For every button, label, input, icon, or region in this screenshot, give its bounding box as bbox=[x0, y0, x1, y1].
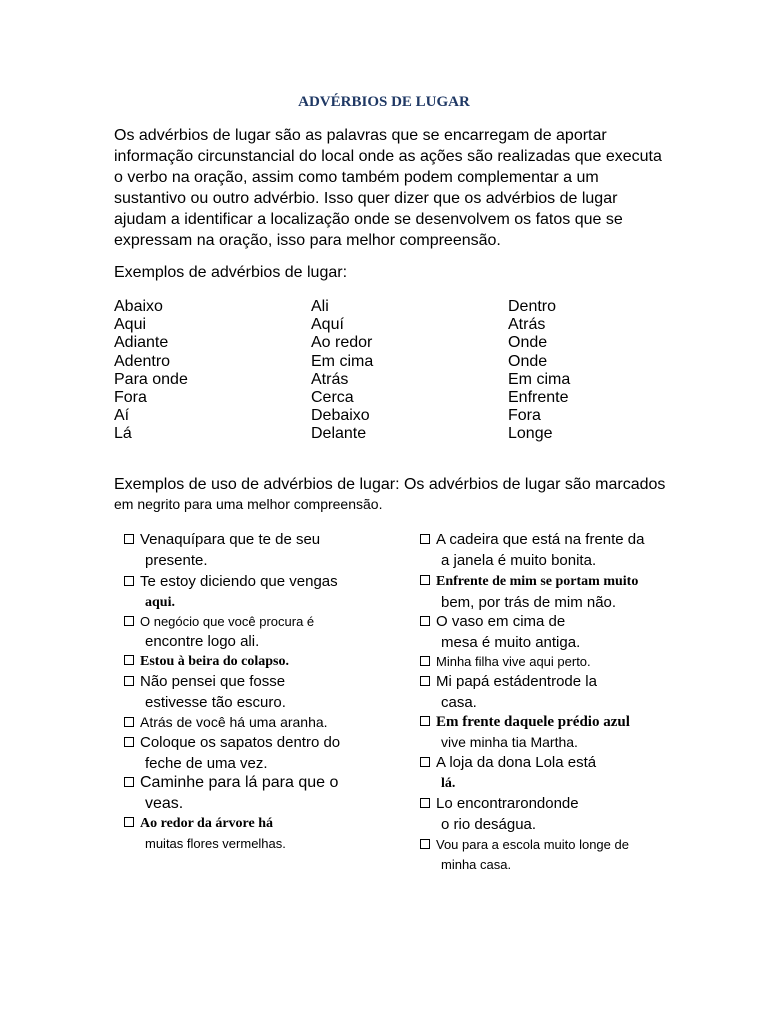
bullet-box-icon bbox=[124, 717, 134, 727]
intro-paragraph: Os advérbios de lugar são as palavras que se encarregam de aportar informação circunstancial do local onde as ações são realizadas que executa o verbo na oração, assim como também podem complementar a um sustantivo ou outro advérbio. Isso quer dizer que os advérbios de lugar ajudam a identificar a localização onde se desenvolvem os fatos que se expressam na oração, isso para melhor compreensão. bbox=[114, 127, 662, 249]
example-item: Atrás de você há uma aranha. bbox=[124, 712, 328, 732]
adverb-item: Aí bbox=[114, 407, 130, 425]
adverb-item: Aqui bbox=[114, 316, 147, 334]
bullet-box-icon bbox=[124, 616, 134, 626]
adverb-item: Atrás bbox=[508, 316, 546, 334]
adverb-item: Abaixo bbox=[114, 298, 163, 315]
bullet-box-icon bbox=[420, 656, 430, 666]
bullet-box-icon bbox=[124, 817, 134, 827]
bullet-box-icon bbox=[124, 655, 134, 665]
example-item: Minha filha vive aqui perto. bbox=[420, 652, 591, 672]
adverb-item: Enfrente bbox=[508, 389, 569, 407]
adverb-item: Para onde bbox=[114, 370, 188, 388]
bullet-box-icon bbox=[420, 534, 430, 544]
usage-label-line-2: em negrito para uma melhor compreensão. bbox=[114, 496, 383, 512]
bullet-box-icon bbox=[124, 676, 134, 686]
bullet-box-icon bbox=[420, 716, 430, 726]
bullet-box-icon bbox=[124, 777, 134, 787]
example-item: Não pensei que fosse estivesse tão escuro. bbox=[124, 671, 286, 713]
example-item: Coloque os sapatos dentro do feche de uma vez. bbox=[124, 732, 340, 774]
adverb-item: Fora bbox=[114, 389, 147, 407]
example-item: O negócio que você procura é encontre logo ali. bbox=[124, 612, 314, 652]
bullet-box-icon bbox=[420, 757, 430, 767]
bullet-box-icon bbox=[124, 576, 134, 586]
adverb-item: Em cima bbox=[311, 352, 374, 370]
bullet-box-icon bbox=[420, 798, 430, 808]
bullet-box-icon bbox=[420, 676, 430, 686]
adverb-item: Atrás bbox=[311, 370, 349, 388]
adverb-column-2 bbox=[311, 298, 373, 444]
adverb-item: Onde bbox=[508, 352, 548, 370]
adverb-item: Adentro bbox=[114, 352, 171, 370]
example-item: Mi papá estádentrode la casa. bbox=[420, 671, 597, 713]
example-item: Te estoy diciendo que vengas aqui. bbox=[124, 571, 338, 613]
adverb-item: Cerca bbox=[311, 389, 354, 407]
bullet-box-icon bbox=[420, 616, 430, 626]
usage-examples-label bbox=[114, 475, 684, 514]
adverb-column-1 bbox=[114, 298, 188, 444]
bullet-box-icon bbox=[420, 575, 430, 585]
adverb-item: Aquí bbox=[311, 316, 344, 334]
adverb-item: Lá bbox=[114, 425, 132, 443]
adverb-column-3 bbox=[508, 298, 570, 444]
adverb-item: Ali bbox=[311, 298, 329, 315]
bullet-box-icon bbox=[420, 839, 430, 849]
examples-label: Exemplos de advérbios de lugar: bbox=[114, 264, 348, 281]
page-title: ADVÉRBIOS DE LUGAR bbox=[298, 94, 470, 110]
adverb-item: Longe bbox=[508, 425, 553, 443]
example-item: Ao redor da árvore há muitas flores vermelhas. bbox=[124, 814, 286, 854]
adverb-item: Adiante bbox=[114, 334, 169, 352]
adverb-item: Delante bbox=[311, 425, 367, 443]
adverb-item: Fora bbox=[508, 407, 541, 425]
example-item: Venaquípara que te de seu presente. bbox=[124, 529, 320, 571]
bullet-box-icon bbox=[124, 737, 134, 747]
example-item: Estou à beira do colapso. bbox=[124, 652, 289, 672]
bullet-box-icon bbox=[124, 534, 134, 544]
example-item: Caminhe para lá para que o veas. bbox=[124, 772, 338, 814]
example-item: Vou para a escola muito longe de minha casa. bbox=[420, 835, 629, 875]
adverb-item: Ao redor bbox=[311, 334, 373, 352]
usage-label-line-1: Exemplos de uso de advérbios de lugar: Os advérbios de lugar são marcados bbox=[114, 476, 666, 493]
adverb-item: Em cima bbox=[508, 370, 571, 388]
example-item: Lo encontrarondonde o rio deságua. bbox=[420, 793, 579, 835]
adverb-item: Dentro bbox=[508, 298, 557, 315]
example-item: A loja da dona Lola está lá. bbox=[420, 752, 596, 794]
example-item: O vaso em cima de mesa é muito antiga. bbox=[420, 611, 580, 653]
example-item: Em frente daquele prédio azul vive minha tia Martha. bbox=[420, 712, 630, 752]
adverb-item: Onde bbox=[508, 334, 548, 352]
example-item: Enfrente de mim se portam muito bem, por trás de mim não. bbox=[420, 571, 638, 613]
example-item: A cadeira que está na frente da a janela é muito bonita. bbox=[420, 529, 644, 571]
adverb-item: Debaixo bbox=[311, 407, 370, 425]
